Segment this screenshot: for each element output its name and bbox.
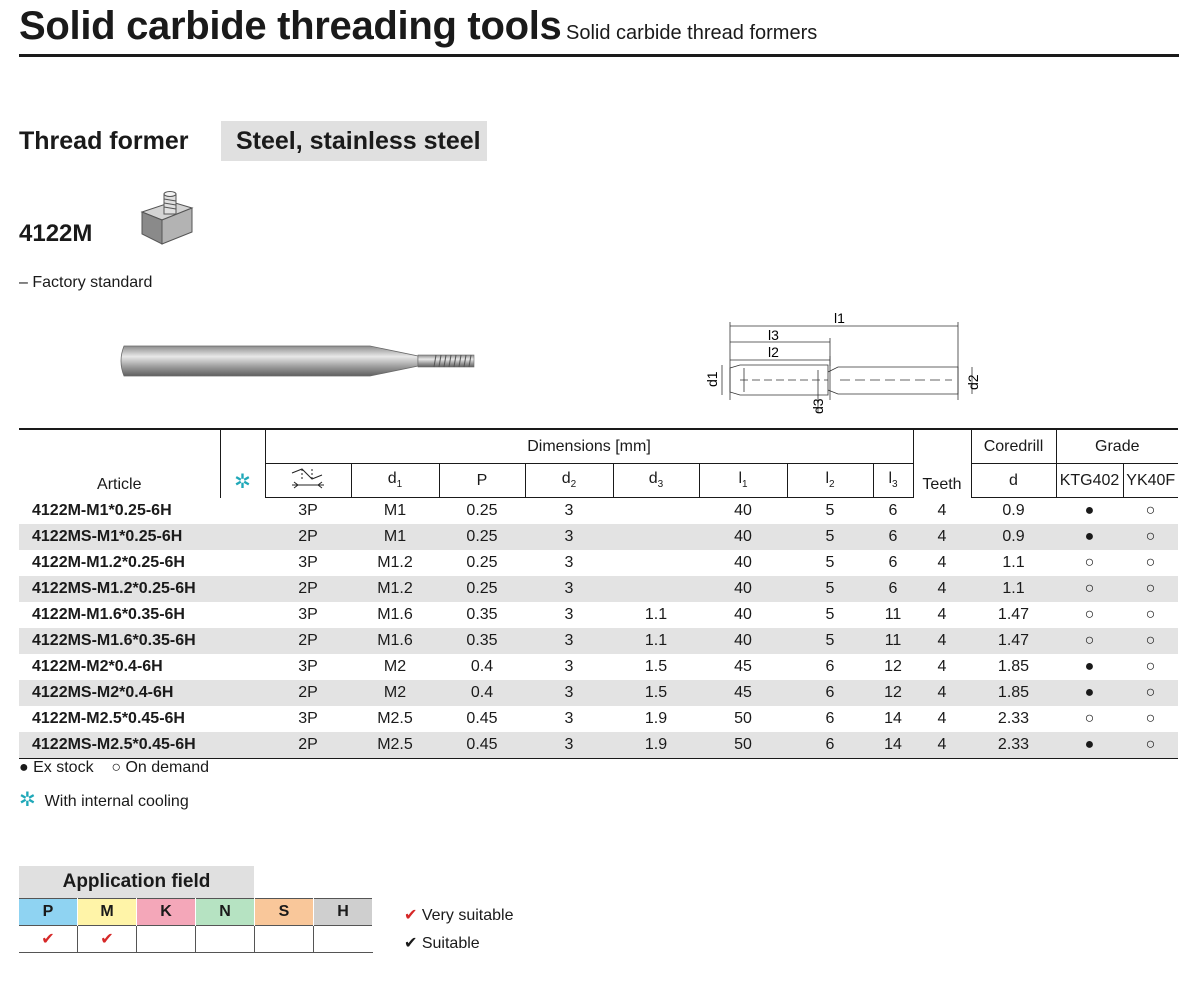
on-demand-label: ○ On demand bbox=[111, 759, 210, 776]
article-cell: 4122MS-M2*0.4-6H bbox=[19, 680, 220, 706]
article-cell: 4122MS-M1*0.25-6H bbox=[19, 524, 220, 550]
d3-cell: 1.9 bbox=[644, 710, 668, 727]
article-cell: 4122M-M1.2*0.25-6H bbox=[32, 554, 185, 571]
d-cell: 0.9 bbox=[971, 524, 1056, 550]
l1-cell: 50 bbox=[699, 732, 787, 759]
l3-cell: 11 bbox=[873, 628, 913, 654]
l3-cell: 12 bbox=[884, 658, 902, 675]
tool-photo bbox=[118, 340, 480, 382]
l1-cell: 45 bbox=[734, 658, 752, 675]
teeth-cell: 4 bbox=[913, 576, 971, 602]
ktg402-cell: ● bbox=[1084, 502, 1095, 519]
yk40f-cell: ○ bbox=[1145, 554, 1156, 571]
l3-cell: 6 bbox=[873, 576, 913, 602]
d1-cell: M2 bbox=[351, 680, 439, 706]
material-s: S bbox=[255, 899, 314, 926]
cooling-cell bbox=[220, 706, 265, 732]
form-cell: 2P bbox=[265, 732, 351, 759]
yk40f-cell: ○ bbox=[1123, 628, 1178, 654]
col-d1: $d_1$ bbox=[351, 464, 439, 498]
teeth-cell: 4 bbox=[913, 680, 971, 706]
p-cell: 0.25 bbox=[439, 576, 525, 602]
teeth-cell: 4 bbox=[937, 554, 947, 571]
ktg402-cell: ● bbox=[1056, 524, 1123, 550]
page-subtitle: Solid carbide thread formers bbox=[566, 22, 818, 44]
d3-cell: 1.9 bbox=[613, 732, 699, 759]
d-cell: 1.1 bbox=[971, 576, 1056, 602]
p-cell: 0.45 bbox=[439, 732, 525, 759]
very-suitable-check-icon: ✔ bbox=[404, 907, 418, 924]
ex-stock-label: ● Ex stock bbox=[19, 759, 94, 776]
d-cell: 1.47 bbox=[971, 628, 1056, 654]
d1-cell: M1 bbox=[383, 502, 407, 519]
l3-cell: 6 bbox=[888, 502, 898, 519]
ktg402-cell: ○ bbox=[1084, 606, 1095, 623]
d3-cell: 1.1 bbox=[613, 628, 699, 654]
suitability-s-icon bbox=[255, 926, 314, 953]
p-cell: 0.25 bbox=[466, 502, 498, 519]
stock-legend bbox=[19, 759, 209, 777]
article-cell: 4122M-M1.6*0.35-6H bbox=[32, 606, 185, 623]
d2-cell: 3 bbox=[564, 658, 574, 675]
l1-cell: 45 bbox=[699, 680, 787, 706]
suitability-n-icon bbox=[196, 926, 255, 953]
table-row bbox=[19, 706, 1178, 732]
col-d3: $d_3$ bbox=[613, 464, 699, 498]
article-cell: 4122M-M2.5*0.45-6H bbox=[32, 710, 185, 727]
article-cell: 4122MS-M2.5*0.45-6H bbox=[19, 732, 220, 759]
form-cell: 3P bbox=[298, 658, 318, 675]
table-row bbox=[19, 732, 1178, 759]
l2-cell: 6 bbox=[825, 658, 835, 675]
table-row bbox=[19, 654, 1178, 680]
d2-cell: 3 bbox=[525, 576, 613, 602]
table-row bbox=[19, 524, 1178, 550]
l2-cell: 6 bbox=[787, 732, 873, 759]
d2-cell: 3 bbox=[525, 732, 613, 759]
very-suitable-label: Very suitable bbox=[421, 907, 514, 924]
l1-cell: 40 bbox=[734, 554, 752, 571]
col-l2: $l_2$ bbox=[787, 464, 873, 498]
ktg402-cell: ● bbox=[1056, 732, 1123, 759]
l2-cell: 5 bbox=[787, 628, 873, 654]
article-cell: 4122MS-M1.6*0.35-6H bbox=[19, 628, 220, 654]
threaded-block-icon bbox=[140, 190, 194, 248]
yk40f-cell: ○ bbox=[1145, 658, 1156, 675]
application-field-title: Application field bbox=[19, 866, 254, 898]
l1-cell: 50 bbox=[734, 710, 752, 727]
d3-cell bbox=[613, 524, 699, 550]
group-dimensions: Dimensions [mm] bbox=[265, 429, 913, 464]
cooling-cell bbox=[220, 498, 265, 525]
product-code: 4122M bbox=[19, 220, 93, 247]
d-cell: 2.33 bbox=[997, 710, 1030, 727]
cooling-cell bbox=[220, 732, 265, 759]
d2-cell: 3 bbox=[564, 606, 574, 623]
tool-dimension-drawing bbox=[700, 310, 990, 420]
suitability-p-icon: ✔ bbox=[19, 926, 78, 953]
col-d2: $d_2$ bbox=[525, 464, 613, 498]
factory-standard-note: – Factory standard bbox=[19, 274, 153, 291]
d1-cell: M1.6 bbox=[351, 628, 439, 654]
cooling-legend bbox=[19, 787, 189, 812]
d2-cell: 3 bbox=[564, 502, 574, 519]
table-row bbox=[19, 602, 1178, 628]
suitability-k-icon bbox=[137, 926, 196, 953]
material-k: K bbox=[137, 899, 196, 926]
spec-table-body bbox=[19, 498, 1178, 759]
l2-cell: 5 bbox=[787, 576, 873, 602]
l3-cell: 11 bbox=[884, 606, 902, 623]
drawing-label-d3: d3 bbox=[810, 398, 826, 414]
material-row bbox=[19, 899, 373, 926]
p-cell: 0.4 bbox=[470, 658, 494, 675]
p-cell: 0.35 bbox=[466, 606, 498, 623]
suitable-label: Suitable bbox=[421, 935, 480, 952]
l2-cell: 5 bbox=[825, 554, 835, 571]
cooling-cell bbox=[220, 628, 265, 654]
cooling-icon: ✲ bbox=[220, 429, 265, 498]
d1-cell: M1 bbox=[351, 524, 439, 550]
application-field bbox=[19, 866, 373, 953]
ktg402-cell: ○ bbox=[1056, 576, 1123, 602]
material-h: H bbox=[314, 899, 373, 926]
l2-cell: 6 bbox=[825, 710, 835, 727]
group-coredrill: Coredrill bbox=[971, 429, 1056, 464]
drawing-label-l1: l1 bbox=[834, 310, 845, 326]
l3-cell: 6 bbox=[873, 524, 913, 550]
yk40f-cell: ○ bbox=[1145, 502, 1156, 519]
d-cell: 1.85 bbox=[971, 680, 1056, 706]
teeth-cell: 4 bbox=[913, 732, 971, 759]
drawing-label-l2: l2 bbox=[768, 344, 779, 360]
section-label: Thread former bbox=[19, 127, 189, 155]
drawing-label-d2: d2 bbox=[965, 374, 981, 390]
col-ktg402: KTG402 bbox=[1056, 464, 1123, 498]
table-row bbox=[19, 628, 1178, 654]
group-grade: Grade bbox=[1056, 429, 1178, 464]
material-n: N bbox=[196, 899, 255, 926]
col-l3: $l_3$ bbox=[873, 464, 913, 498]
d-cell: 1.1 bbox=[1002, 554, 1025, 571]
d1-cell: M1.2 bbox=[351, 576, 439, 602]
material-label: Steel, stainless steel bbox=[221, 121, 487, 161]
d1-cell: M1.6 bbox=[377, 606, 413, 623]
l3-cell: 6 bbox=[888, 554, 898, 571]
cooling-cell bbox=[220, 550, 265, 576]
form-cell: 2P bbox=[265, 524, 351, 550]
cooling-cell bbox=[220, 602, 265, 628]
d3-cell: 1.5 bbox=[613, 680, 699, 706]
form-cell: 2P bbox=[265, 680, 351, 706]
article-cell: 4122M-M2*0.4-6H bbox=[32, 658, 163, 675]
suitability-m-icon: ✔ bbox=[78, 926, 137, 953]
suitable-check-icon: ✔ bbox=[404, 935, 418, 952]
cooling-cell bbox=[220, 654, 265, 680]
title-bar bbox=[19, 4, 1179, 57]
d2-cell: 3 bbox=[525, 524, 613, 550]
ktg402-cell: ○ bbox=[1084, 710, 1095, 727]
d1-cell: M2.5 bbox=[351, 732, 439, 759]
form-cell: 3P bbox=[298, 502, 318, 519]
table-row bbox=[19, 576, 1178, 602]
teeth-cell: 4 bbox=[913, 628, 971, 654]
suitability-row bbox=[19, 926, 373, 953]
teeth-cell: 4 bbox=[937, 501, 947, 519]
d1-cell: M1.2 bbox=[377, 554, 413, 571]
col-yk40f: YK40F bbox=[1123, 464, 1178, 498]
page-title: Solid carbide threading tools bbox=[19, 4, 562, 48]
form-cell: 2P bbox=[265, 628, 351, 654]
l1-cell: 40 bbox=[734, 502, 752, 519]
cooling-icon: ✲ bbox=[19, 789, 36, 811]
l2-cell: 5 bbox=[787, 524, 873, 550]
table-row bbox=[19, 680, 1178, 706]
l1-cell: 40 bbox=[699, 524, 787, 550]
d2-cell: 3 bbox=[564, 554, 574, 571]
d3-cell bbox=[613, 498, 699, 525]
form-cell: 3P bbox=[298, 710, 318, 727]
article-cell: 4122M-M1*0.25-6H bbox=[32, 501, 172, 519]
l2-cell: 5 bbox=[825, 502, 835, 519]
p-cell: 0.45 bbox=[466, 710, 498, 727]
ktg402-cell: ● bbox=[1084, 658, 1095, 675]
p-cell: 0.4 bbox=[439, 680, 525, 706]
suitability-h-icon bbox=[314, 926, 373, 953]
col-coredrill-d: d bbox=[971, 464, 1056, 498]
yk40f-cell: ○ bbox=[1123, 680, 1178, 706]
d3-cell: 1.5 bbox=[644, 658, 668, 675]
d2-cell: 3 bbox=[525, 628, 613, 654]
material-m: M bbox=[78, 899, 137, 926]
thread-form-icon bbox=[265, 464, 351, 498]
spec-table bbox=[19, 428, 1178, 759]
yk40f-cell: ○ bbox=[1123, 524, 1178, 550]
d2-cell: 3 bbox=[564, 710, 574, 727]
col-teeth: Teeth bbox=[913, 429, 971, 498]
col-l1: $l_1$ bbox=[699, 464, 787, 498]
form-cell: 3P bbox=[298, 606, 318, 623]
l3-cell: 14 bbox=[884, 710, 902, 727]
d-cell: 0.9 bbox=[1002, 502, 1025, 519]
yk40f-cell: ○ bbox=[1123, 576, 1178, 602]
yk40f-cell: ○ bbox=[1145, 710, 1156, 727]
application-field-table bbox=[19, 898, 373, 953]
teeth-cell: 4 bbox=[913, 524, 971, 550]
material-p: P bbox=[19, 899, 78, 926]
d-cell: 1.85 bbox=[997, 658, 1030, 675]
table-row bbox=[19, 550, 1178, 576]
p-cell: 0.25 bbox=[466, 554, 498, 571]
p-cell: 0.35 bbox=[439, 628, 525, 654]
d3-cell bbox=[613, 550, 699, 576]
cooling-cell bbox=[220, 576, 265, 602]
cooling-cell bbox=[220, 680, 265, 706]
table-row bbox=[19, 498, 1178, 525]
ktg402-cell: ○ bbox=[1056, 628, 1123, 654]
form-cell: 2P bbox=[265, 576, 351, 602]
d-cell: 1.47 bbox=[997, 606, 1030, 623]
col-p: P bbox=[439, 464, 525, 498]
teeth-cell: 4 bbox=[937, 606, 947, 623]
article-cell: 4122MS-M1.2*0.25-6H bbox=[19, 576, 220, 602]
d1-cell: M2.5 bbox=[377, 710, 413, 727]
d3-cell: 1.1 bbox=[644, 606, 668, 623]
l3-cell: 14 bbox=[873, 732, 913, 759]
drawing-label-l3: l3 bbox=[768, 327, 779, 343]
p-cell: 0.25 bbox=[439, 524, 525, 550]
yk40f-cell: ○ bbox=[1145, 606, 1156, 623]
d3-cell bbox=[613, 576, 699, 602]
l3-cell: 12 bbox=[873, 680, 913, 706]
ktg402-cell: ● bbox=[1056, 680, 1123, 706]
l1-cell: 40 bbox=[699, 576, 787, 602]
drawing-label-d1: d1 bbox=[704, 371, 720, 387]
l2-cell: 6 bbox=[787, 680, 873, 706]
l1-cell: 40 bbox=[699, 628, 787, 654]
d1-cell: M2 bbox=[383, 658, 407, 675]
cooling-cell bbox=[220, 524, 265, 550]
l2-cell: 5 bbox=[825, 606, 835, 623]
suitability-legend bbox=[404, 902, 513, 958]
cooling-label: With internal cooling bbox=[44, 793, 189, 810]
d2-cell: 3 bbox=[525, 680, 613, 706]
yk40f-cell: ○ bbox=[1123, 732, 1178, 759]
ktg402-cell: ○ bbox=[1084, 554, 1095, 571]
teeth-cell: 4 bbox=[937, 658, 947, 675]
col-article: Article bbox=[19, 429, 220, 498]
form-cell: 3P bbox=[298, 554, 318, 571]
teeth-cell: 4 bbox=[937, 710, 947, 727]
d-cell: 2.33 bbox=[971, 732, 1056, 759]
l1-cell: 40 bbox=[734, 606, 752, 623]
